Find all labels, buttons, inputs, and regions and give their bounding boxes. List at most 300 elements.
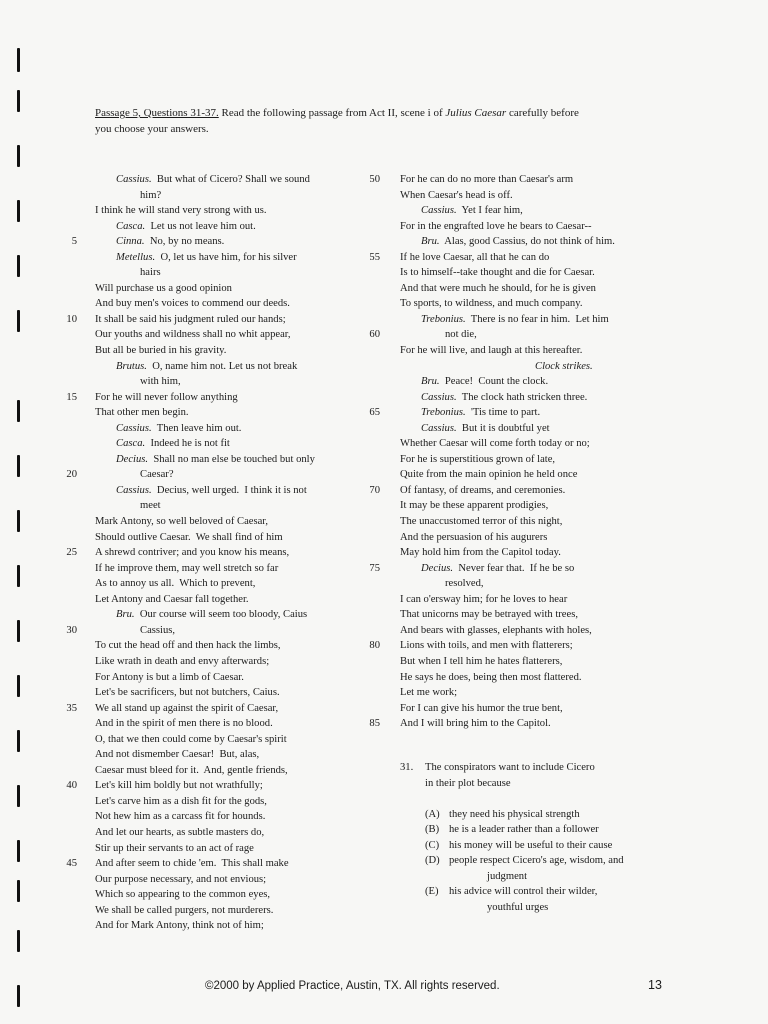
- dialogue-text: I can o'ersway him; for he loves to hear: [400, 593, 568, 605]
- line-text: [95, 734, 287, 745]
- line-text: [400, 609, 578, 620]
- line-text: [95, 547, 289, 558]
- page-number: 13: [648, 978, 662, 992]
- dialogue-text: Cassius,: [140, 624, 176, 636]
- dialogue-text: Indeed he is not fit: [145, 438, 230, 450]
- dialogue-text: Then leave him out.: [151, 422, 242, 434]
- line-number: 70: [369, 484, 380, 496]
- line-number: 40: [66, 780, 77, 792]
- option-text: judgment: [487, 870, 528, 882]
- line-text: [400, 190, 513, 201]
- dialogue-text: Should outlive Caesar. We shall find of him: [95, 531, 283, 543]
- option-text: his advice will control their wilder,: [449, 886, 598, 898]
- dialogue-text: But all be buried in his gravity.: [95, 345, 227, 357]
- passage-line: [95, 172, 365, 188]
- dialogue-text: And for Mark Antony, think not of him;: [95, 920, 264, 932]
- line-text: [400, 423, 550, 434]
- line-text: [400, 314, 609, 325]
- speaker-name: Cassius.: [116, 422, 152, 434]
- line-text: [400, 407, 540, 418]
- dialogue-text: Let's carve him as a dish fit for the gods,: [95, 795, 267, 807]
- passage-line: [369, 405, 670, 421]
- binder-hole-mark: [17, 145, 20, 167]
- passage-line: [66, 623, 365, 639]
- dialogue-text: Whether Caesar will come forth today or no;: [400, 438, 590, 450]
- line-text: [95, 843, 254, 854]
- passage-line: [95, 530, 365, 546]
- dialogue-text: As to annoy us all. Which to prevent,: [95, 578, 256, 590]
- line-text: [400, 298, 582, 309]
- line-text: [400, 625, 592, 636]
- dialogue-text: Mark Antony, so well beloved of Caesar,: [95, 516, 269, 528]
- answer-option[interactable]: [400, 822, 680, 838]
- passage-instructions: [95, 105, 695, 137]
- dialogue-text: Yet I fear him,: [456, 205, 523, 217]
- dialogue-text: Alas, good Cassius, do not think of him.: [439, 236, 615, 248]
- passage-line: [400, 265, 670, 281]
- dialogue-text: Which so appearing to the common eyes,: [95, 889, 271, 901]
- dialogue-text: Let Antony and Caesar fall together.: [95, 593, 249, 605]
- passage-line: [95, 421, 365, 437]
- binder-hole-mark: [17, 880, 20, 902]
- passage-line: [66, 856, 365, 872]
- line-text: [95, 392, 238, 403]
- passage-line: [369, 327, 670, 343]
- answer-option[interactable]: [400, 853, 680, 884]
- dialogue-text: Stir up their servants to an act of rage: [95, 842, 254, 854]
- answer-option[interactable]: [400, 838, 680, 854]
- option-letter: (E): [425, 886, 439, 898]
- passage-column-right: [369, 172, 670, 732]
- passage-line: [400, 452, 670, 468]
- question-stem-line: in their plot because: [425, 777, 511, 789]
- line-text: [95, 174, 310, 185]
- passage-line: [400, 670, 670, 686]
- dialogue-text: Caesar must bleed for it. And, gentle friends,: [95, 764, 288, 776]
- line-text: [400, 563, 574, 574]
- dialogue-text: If he love Caesar, all that he can do: [400, 251, 550, 263]
- option-text: his money will be useful to their cause: [449, 839, 613, 851]
- binder-hole-mark: [17, 985, 20, 1007]
- passage-line: [400, 545, 670, 561]
- speaker-name: Cassius.: [116, 484, 152, 496]
- passage-line: [95, 514, 365, 530]
- dialogue-text: But when I tell him he hates flatterers,: [400, 655, 563, 667]
- line-text: [95, 920, 264, 931]
- passage-line: [400, 701, 670, 717]
- passage-line: [95, 265, 365, 281]
- line-text: [400, 687, 457, 698]
- line-text: [400, 454, 555, 465]
- passage-line: [66, 390, 365, 406]
- line-text: [400, 267, 595, 278]
- passage-line: [71, 234, 365, 250]
- line-number: 75: [369, 562, 380, 574]
- line-text: [400, 672, 582, 683]
- dialogue-text: He says he does, being then most flattered.: [400, 671, 582, 683]
- dialogue-text: not die,: [445, 329, 477, 341]
- line-text: [400, 485, 565, 496]
- passage-line: [95, 638, 365, 654]
- passage-line: [400, 623, 670, 639]
- line-text: [400, 221, 592, 232]
- binder-hole-mark: [17, 930, 20, 952]
- dialogue-text: We all stand up against the spirit of Caesar,: [95, 702, 279, 714]
- passage-line: [400, 654, 670, 670]
- dialogue-text: Let's kill him boldly but not wrathfully;: [95, 780, 263, 792]
- line-text: [95, 656, 269, 667]
- line-text: [400, 640, 573, 651]
- passage-line: [66, 545, 365, 561]
- speaker-name: Casca.: [116, 220, 146, 232]
- line-text: [95, 221, 256, 232]
- dialogue-text: That other men begin.: [95, 407, 189, 419]
- dialogue-text: We shall be called purgers, not murderers.: [95, 904, 274, 916]
- line-text: [95, 500, 161, 511]
- passage-line: [95, 405, 365, 421]
- passage-line: [400, 436, 670, 452]
- line-number: 85: [369, 718, 380, 730]
- binder-hole-mark: [17, 620, 20, 642]
- dialogue-text: A shrewd contriver; and you know his means,: [95, 547, 290, 559]
- passage-line: [95, 359, 365, 375]
- dialogue-text: When Caesar's head is off.: [400, 189, 513, 201]
- line-number: 30: [66, 624, 77, 636]
- dialogue-text: And let our hearts, as subtle masters do,: [95, 826, 265, 838]
- binder-hole-mark: [17, 510, 20, 532]
- answer-options: [400, 807, 680, 916]
- line-text: [95, 609, 307, 620]
- passage-line: [400, 467, 670, 483]
- line-text: [400, 718, 551, 729]
- dialogue-text: And I will bring him to the Capitol.: [400, 718, 551, 730]
- dialogue-text: resolved,: [445, 578, 484, 590]
- line-text: [95, 874, 266, 885]
- passage-line: [400, 514, 670, 530]
- passage-line: [66, 312, 365, 328]
- line-text: [400, 283, 596, 294]
- line-text: [95, 267, 161, 278]
- speaker-name: Brutus.: [116, 360, 147, 372]
- passage-line: [369, 716, 670, 732]
- dialogue-text: O, let us have him, for his silver: [155, 251, 297, 263]
- passage-line: [95, 592, 365, 608]
- dialogue-text: I think he will stand very strong with us.: [95, 205, 267, 217]
- line-text: [95, 407, 189, 418]
- passage-line: [369, 172, 670, 188]
- line-number: 5: [71, 236, 77, 248]
- line-text: [400, 703, 563, 714]
- line-text: [95, 858, 289, 869]
- question-stem: [400, 760, 680, 791]
- line-text: [95, 578, 255, 589]
- answer-option[interactable]: [400, 884, 680, 915]
- passage-line: [95, 903, 365, 919]
- line-text: [95, 718, 273, 729]
- question-stem-line: The conspirators want to include Cicero: [425, 762, 595, 773]
- passage-line: [95, 203, 365, 219]
- speaker-name: Bru.: [116, 609, 135, 621]
- dialogue-text: Decius, well urged. I think it is not: [151, 484, 307, 496]
- passage-line: [400, 498, 670, 514]
- passage-line: [400, 390, 670, 406]
- speaker-name: Bru.: [421, 236, 440, 248]
- line-text: [95, 749, 259, 760]
- dialogue-text: It may be these apparent prodigies,: [400, 500, 549, 512]
- dialogue-text: If he improve them, may well stretch so far: [95, 562, 279, 574]
- line-text: [400, 532, 547, 543]
- passage-line: [95, 343, 365, 359]
- passage-line: [95, 763, 365, 779]
- option-letter: (C): [425, 839, 440, 851]
- line-text: [400, 236, 615, 247]
- dialogue-text: hairs: [140, 267, 161, 279]
- passage-line: [369, 638, 670, 654]
- dialogue-text: Like wrath in death and envy afterwards;: [95, 655, 270, 667]
- dialogue-text: Our purpose necessary, and not envious;: [95, 873, 267, 885]
- line-text: [95, 283, 232, 294]
- option-text: they need his physical strength: [449, 808, 580, 820]
- passage-line: [95, 219, 365, 235]
- dialogue-text: with him,: [140, 376, 181, 388]
- option-letter: (A): [425, 808, 440, 820]
- dialogue-text: The clock hath stricken three.: [456, 391, 588, 403]
- speaker-name: Decius.: [116, 453, 149, 465]
- option-letter: (D): [425, 855, 440, 867]
- line-text: [400, 438, 590, 449]
- play-title: Julius Caesar: [445, 107, 507, 119]
- dialogue-text: Will purchase us a good opinion: [95, 282, 232, 294]
- line-text: [95, 376, 181, 387]
- line-text: [400, 392, 587, 403]
- dialogue-text: Let me work;: [400, 687, 458, 699]
- dialogue-text: Never fear that. If he be so: [453, 562, 575, 574]
- line-number: 60: [369, 329, 380, 341]
- line-text: [95, 298, 290, 309]
- dialogue-text: But what of Cicero? Shall we sound: [151, 174, 310, 185]
- passage-line: [95, 654, 365, 670]
- line-number: 45: [66, 858, 77, 870]
- instructions-text: Read the following passage from Act II, scene i of: [218, 107, 446, 119]
- dialogue-text: For in the engrafted love he bears to Caesar--: [400, 220, 592, 232]
- option-text: he is a leader rather than a follower: [449, 824, 599, 836]
- dialogue-text: O, that we then could come by Caesar's spirit: [95, 733, 287, 745]
- line-number: 35: [66, 702, 77, 714]
- line-text: [400, 469, 577, 480]
- passage-line: [369, 250, 670, 266]
- copyright-footer: ©2000 by Applied Practice, Austin, TX. All rights reserved.: [205, 980, 500, 992]
- line-text: [95, 516, 268, 527]
- passage-line: [400, 188, 670, 204]
- passage-line: [400, 203, 670, 219]
- binder-hole-mark: [17, 565, 20, 587]
- line-text: [95, 205, 267, 216]
- line-text: [95, 889, 270, 900]
- line-text: [95, 532, 283, 543]
- speaker-name: Cassius.: [116, 174, 152, 185]
- line-text: [95, 765, 288, 776]
- passage-line: [400, 359, 670, 375]
- question-number: 31.: [400, 762, 414, 773]
- speaker-name: Trebonius.: [421, 313, 466, 325]
- passage-line: [95, 250, 365, 266]
- binder-hole-mark: [17, 90, 20, 112]
- passage-line: [95, 747, 365, 763]
- line-text: [95, 329, 291, 340]
- line-number: 15: [66, 391, 77, 403]
- passage-line: [95, 374, 365, 390]
- passage-line: [400, 374, 670, 390]
- line-text: [95, 703, 278, 714]
- line-text: [400, 578, 484, 589]
- speaker-name: Decius.: [421, 562, 454, 574]
- dialogue-text: For I can give his humor the true bent,: [400, 702, 563, 714]
- passage-line: [400, 576, 670, 592]
- dialogue-text: Let's be sacrificers, but not butchers, Caius.: [95, 687, 280, 699]
- dialogue-text: Caesar?: [140, 469, 174, 481]
- binder-hole-mark: [17, 48, 20, 72]
- instructions-text-end: carefully before: [506, 107, 579, 119]
- line-text: [95, 345, 226, 356]
- instructions-line-2: you choose your answers.: [95, 123, 209, 135]
- passage-line: [400, 219, 670, 235]
- passage-line: [400, 343, 670, 359]
- dialogue-text: No, by no means.: [144, 236, 225, 248]
- line-text: [95, 423, 241, 434]
- dialogue-text: And the persuasion of his augurers: [400, 531, 548, 543]
- dialogue-text: There is no fear in him. Let him: [465, 313, 609, 325]
- line-text: [400, 500, 548, 511]
- line-text: [95, 594, 249, 605]
- passage-line: [400, 421, 670, 437]
- dialogue-text: It shall be said his judgment ruled our hands;: [95, 313, 286, 325]
- dialogue-text: Shall no man else be touched but only: [148, 453, 315, 465]
- passage-line: [66, 467, 365, 483]
- dialogue-text: And after seem to chide 'em. This shall make: [95, 858, 289, 870]
- line-text: [95, 640, 281, 651]
- speaker-name: Trebonius.: [421, 407, 466, 419]
- dialogue-text: meet: [140, 500, 161, 512]
- option-text: people respect Cicero's age, wisdom, and: [449, 855, 624, 867]
- passage-line: [400, 530, 670, 546]
- binder-hole-mark: [17, 310, 20, 332]
- binder-hole-mark: [17, 255, 20, 277]
- option-letter: (B): [425, 824, 440, 836]
- dialogue-text: And in the spirit of men there is no blood.: [95, 718, 273, 730]
- passage-line: [95, 841, 365, 857]
- dialogue-text: The unaccustomed terror of this night,: [400, 516, 563, 528]
- passage-line: [66, 701, 365, 717]
- passage-line: [95, 607, 365, 623]
- dialogue-text: And that were much he should, for he is given: [400, 282, 596, 294]
- dialogue-text: And buy men's voices to commend our deeds.: [95, 298, 290, 310]
- dialogue-text: And bears with glasses, elephants with holes,: [400, 624, 592, 636]
- passage-line: [95, 670, 365, 686]
- passage-line: [95, 809, 365, 825]
- passage-line: [95, 296, 365, 312]
- passage-line: [95, 825, 365, 841]
- passage-line: [95, 794, 365, 810]
- passage-line: [95, 498, 365, 514]
- line-number: 50: [369, 174, 380, 185]
- speaker-name: Casca.: [116, 438, 146, 450]
- dialogue-text: To cut the head off and then hack the limbs,: [95, 640, 281, 652]
- line-text: [95, 469, 174, 480]
- binder-hole-mark: [17, 400, 20, 422]
- answer-option[interactable]: [400, 807, 680, 823]
- passage-line: [369, 483, 670, 499]
- passage-line: [95, 452, 365, 468]
- line-text: [95, 314, 286, 325]
- passage-line: [95, 576, 365, 592]
- line-text: [95, 796, 267, 807]
- line-text: [95, 485, 307, 496]
- dialogue-text: For he will never follow anything: [95, 391, 238, 403]
- line-text: [95, 811, 265, 822]
- line-text: [400, 252, 549, 263]
- passage-reference: Passage 5, Questions 31-37.: [95, 107, 219, 119]
- passage-line: [95, 685, 365, 701]
- dialogue-text: For Antony is but a limb of Caesar.: [95, 671, 244, 683]
- passage-line: [400, 234, 670, 250]
- passage-line: [369, 561, 670, 577]
- line-number: 20: [66, 469, 77, 481]
- instructions-line-1: [95, 105, 695, 121]
- passage-line: [95, 188, 365, 204]
- line-text: [400, 174, 573, 185]
- dialogue-text: For he will live, and laugh at this hereafter.: [400, 345, 583, 357]
- line-number: 55: [369, 251, 380, 263]
- line-text: [400, 594, 567, 605]
- dialogue-text: Quite from the main opinion he held once: [400, 469, 578, 481]
- speaker-name: Bru.: [421, 376, 440, 388]
- line-number: 80: [369, 640, 380, 652]
- dialogue-text: Our course will seem too bloody, Caius: [134, 609, 308, 621]
- passage-line: [95, 327, 365, 343]
- dialogue-text: Peace! Count the clock.: [439, 376, 549, 388]
- binder-hole-mark: [17, 840, 20, 862]
- dialogue-text: Of fantasy, of dreams, and ceremonies.: [400, 484, 566, 496]
- dialogue-text: O, name him not. Let us not break: [146, 360, 298, 372]
- line-text: [95, 438, 230, 449]
- dialogue-text: And not dismember Caesar! But, alas,: [95, 749, 260, 761]
- passage-line: [95, 872, 365, 888]
- line-text: [400, 516, 562, 527]
- passage-line: [400, 607, 670, 623]
- binder-hole-mark: [17, 675, 20, 697]
- dialogue-text: Lions with toils, and men with flatterers;: [400, 640, 573, 652]
- passage-line: [95, 483, 365, 499]
- line-text: [400, 329, 477, 340]
- line-number: 10: [66, 313, 77, 325]
- dialogue-text: Our youths and wildness shall no whit appear,: [95, 329, 291, 341]
- passage-line: [95, 436, 365, 452]
- question-31: [400, 760, 680, 915]
- line-text: [95, 190, 161, 201]
- speaker-name: Cassius.: [421, 391, 457, 403]
- binder-hole-mark: [17, 785, 20, 807]
- line-text: [95, 672, 244, 683]
- dialogue-text: him?: [140, 189, 162, 201]
- line-text: [400, 359, 670, 375]
- passage-line: [66, 778, 365, 794]
- passage-line: [400, 685, 670, 701]
- line-text: [95, 563, 278, 574]
- line-text: [400, 656, 562, 667]
- speaker-name: Clock strikes.: [535, 360, 593, 372]
- line-text: [95, 827, 264, 838]
- passage-line: [95, 732, 365, 748]
